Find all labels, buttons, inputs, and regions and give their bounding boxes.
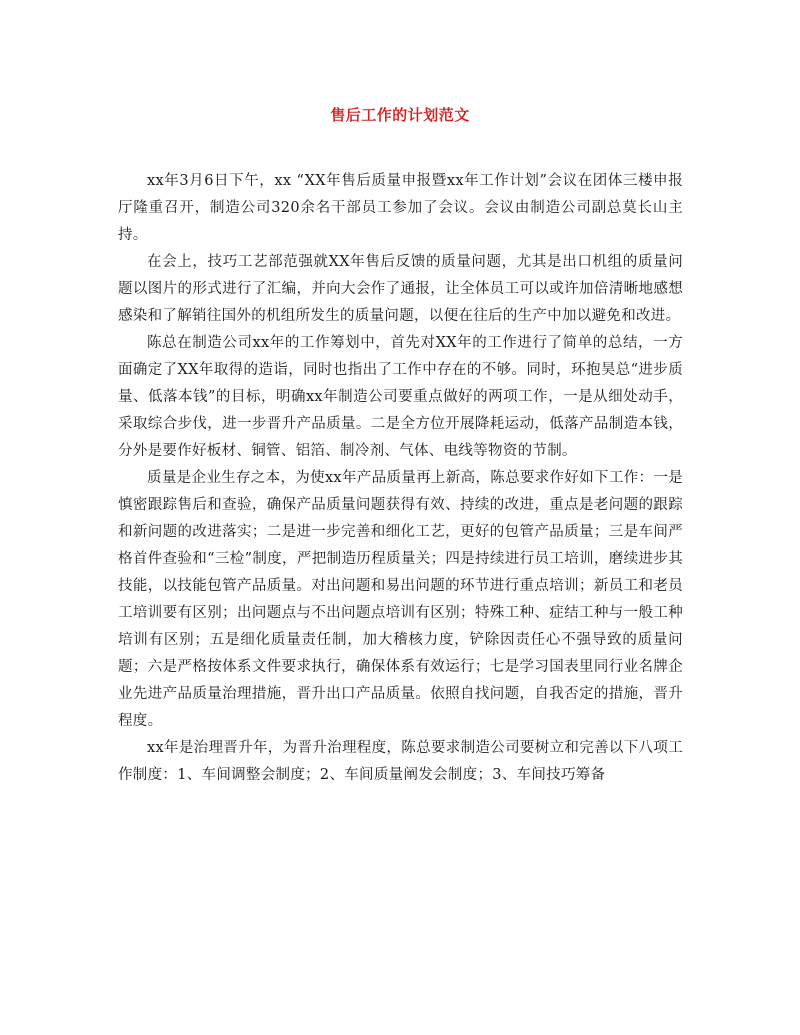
paragraph: 在会上，技巧工艺部范强就XX年售后反馈的质量问题，尤其是出口机组的质量问题以图片的形式进行了汇编，并向大会作了通报，让全体员工可以或许加倍清晰地感想感染和了解销往国外的机组所发生的质量问题，以便在往后的生产中加以避免和改进。 <box>118 254 683 324</box>
document-body <box>118 168 683 789</box>
document-title: 售后工作的计划范文 <box>330 106 470 124</box>
paragraph: xx年3月6日下午，xx “XX年售后质量申报暨xx年工作计划”会议在团体三楼申报厅隆重召开，制造公司320余名干部员工参加了会议。会议由制造公司副总莫长山主持。 <box>118 173 683 243</box>
paragraph: 质量是企业生存之本，为使xx年产品质量再上新高，陈总要求作好如下工作：一是慎密跟踪售后和查验，确保产品质量问题获得有效、持续的改进，重点是老问题的跟踪和新问题的改进落实；二是进一步完善和细化工艺，更好的包管产品质量；三是车间严格首件查验和“三检”制度，严把制造历程质量关；四是持续进行员工培训，磨续进步其技能，以技能包管产品质量。对出问题和易出问题的环节进行重点培训；新员工和老员工培训要有区别；出问题点与不出问题点培训有区别；特殊工种、症结工种与一般工种培训有区别；五是细化质量责任制，加大稽核力度，铲除因责任心不强导致的质量问题；六是严格按体系文件要求执行，确保体系有效运行；七是学习国表里同行业名牌企业先进产品质量治理措施，晋升出口产品质量。依照自找问题，自我否定的措施，晋升程度。 <box>118 470 683 729</box>
paragraph: 陈总在制造公司xx年的工作筹划中，首先对XX年的工作进行了简单的总结，一方面确定了XX年取得的造诣，同时也指出了工作中存在的不够。同时，环抱昊总“进步质量、低落本钱”的目标，明确xx年制造公司要重点做好的两项工作，一是从细处动手，采取综合步伐，进一步晋升产品质量。二是全方位开展降耗运动，低落产品制造本钱，分外是要作好板材、铜管、铝箔、制冷剂、气体、电线等物资的节制。 <box>118 335 683 459</box>
paragraph: xx年是治理晋升年，为晋升治理程度，陈总要求制造公司要树立和完善以下八项工作制度：1、车间调整会制度；2、车间质量阐发会制度；3、车间技巧筹备 <box>118 740 683 783</box>
